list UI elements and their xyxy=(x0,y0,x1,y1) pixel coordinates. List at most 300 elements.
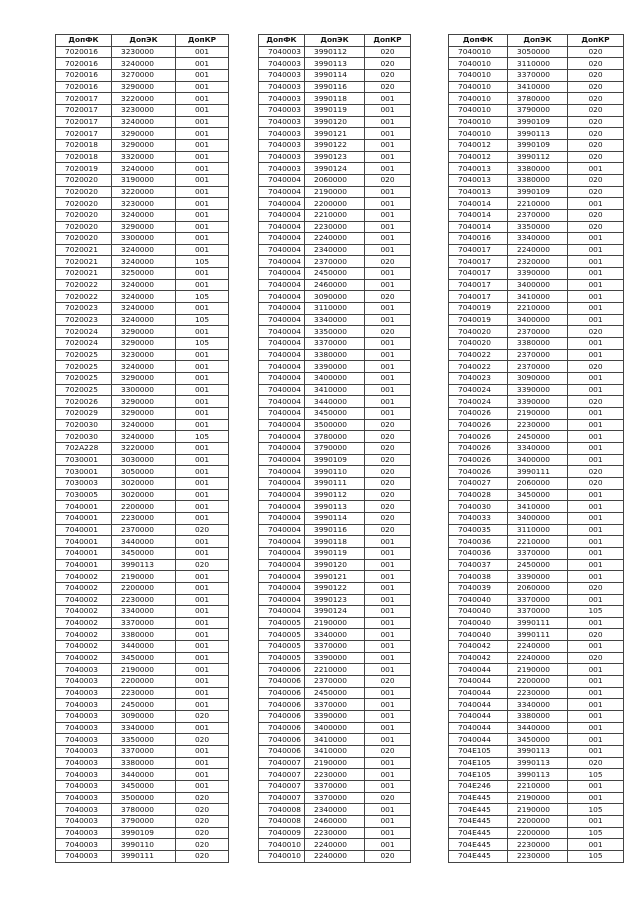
cell-dopfk: 7020020 xyxy=(56,198,112,210)
cell-dopek: 2450000 xyxy=(305,687,365,699)
cell-dopkr: 001 xyxy=(365,781,411,793)
data-table-left xyxy=(55,34,229,863)
cell-dopfk: 7040004 xyxy=(259,279,305,291)
cell-dopfk: 7040014 xyxy=(449,198,508,210)
table-row xyxy=(56,163,229,175)
cell-dopek: 2190000 xyxy=(112,571,176,583)
cell-dopfk: 7040004 xyxy=(259,559,305,571)
cell-dopkr: 001 xyxy=(365,827,411,839)
cell-dopkr: 001 xyxy=(568,664,624,676)
table-row xyxy=(259,815,411,827)
table-row xyxy=(259,629,411,641)
table-row xyxy=(56,58,229,70)
cell-dopkr: 020 xyxy=(568,361,624,373)
table-row xyxy=(56,477,229,489)
cell-dopfk: 7040003 xyxy=(56,746,112,758)
table-row xyxy=(56,850,229,862)
cell-dopfk: 7040004 xyxy=(259,582,305,594)
cell-dopkr: 001 xyxy=(568,163,624,175)
cell-dopek: 3110000 xyxy=(305,303,365,315)
cell-dopfk: 7040003 xyxy=(259,93,305,105)
table-row xyxy=(259,571,411,583)
table-row xyxy=(259,746,411,758)
cell-dopkr: 001 xyxy=(365,233,411,245)
cell-dopkr: 020 xyxy=(365,746,411,758)
cell-dopfk: 7040013 xyxy=(449,186,508,198)
cell-dopek: 3990116 xyxy=(305,524,365,536)
table-row xyxy=(259,676,411,688)
cell-dopkr: 001 xyxy=(176,268,229,280)
table-row xyxy=(259,128,411,140)
table-row xyxy=(449,151,624,163)
table-row xyxy=(56,221,229,233)
cell-dopfk: 7040002 xyxy=(56,641,112,653)
table-row xyxy=(259,373,411,385)
cell-dopek: 3400000 xyxy=(508,512,568,524)
table-row xyxy=(259,209,411,221)
table-row xyxy=(259,396,411,408)
cell-dopek: 3990111 xyxy=(508,629,568,641)
cell-dopkr: 001 xyxy=(365,116,411,128)
cell-dopek: 3400000 xyxy=(305,722,365,734)
cell-dopek: 3990124 xyxy=(305,163,365,175)
cell-dopfk: 7040037 xyxy=(449,559,508,571)
cell-dopkr: 001 xyxy=(365,303,411,315)
table-row xyxy=(449,46,624,58)
cell-dopek: 2210000 xyxy=(508,198,568,210)
cell-dopkr: 020 xyxy=(568,104,624,116)
table-row xyxy=(259,303,411,315)
cell-dopkr: 001 xyxy=(568,244,624,256)
cell-dopek: 2240000 xyxy=(508,244,568,256)
cell-dopfk: 7020023 xyxy=(56,314,112,326)
cell-dopkr: 020 xyxy=(365,326,411,338)
table-row xyxy=(259,652,411,664)
table-row xyxy=(259,617,411,629)
cell-dopek: 2370000 xyxy=(508,209,568,221)
cell-dopfk: 7040004 xyxy=(259,198,305,210)
cell-dopkr: 020 xyxy=(176,839,229,851)
cell-dopfk: 7040012 xyxy=(449,151,508,163)
table-row xyxy=(259,326,411,338)
table-row xyxy=(56,524,229,536)
cell-dopkr: 001 xyxy=(365,139,411,151)
cell-dopkr: 001 xyxy=(176,629,229,641)
cell-dopkr: 001 xyxy=(365,594,411,606)
table-row xyxy=(259,408,411,420)
table-row xyxy=(56,419,229,431)
cell-dopkr: 001 xyxy=(365,104,411,116)
table-row xyxy=(259,46,411,58)
cell-dopkr: 020 xyxy=(365,174,411,186)
cell-dopek: 3370000 xyxy=(305,641,365,653)
cell-dopek: 2340000 xyxy=(305,804,365,816)
cell-dopek: 3220000 xyxy=(112,442,176,454)
table-row xyxy=(259,233,411,245)
table-row xyxy=(449,244,624,256)
cell-dopek: 3240000 xyxy=(112,314,176,326)
cell-dopfk: 7040003 xyxy=(56,711,112,723)
table-row xyxy=(259,454,411,466)
cell-dopkr: 001 xyxy=(176,93,229,105)
cell-dopkr: 001 xyxy=(568,699,624,711)
cell-dopek: 2060000 xyxy=(305,174,365,186)
table-row xyxy=(56,489,229,501)
table-row xyxy=(56,139,229,151)
cell-dopkr: 001 xyxy=(568,419,624,431)
table-row xyxy=(259,256,411,268)
cell-dopkr: 001 xyxy=(568,512,624,524)
cell-dopek: 3240000 xyxy=(112,303,176,315)
cell-dopek: 3240000 xyxy=(112,244,176,256)
table-row xyxy=(259,244,411,256)
cell-dopek: 3990124 xyxy=(305,606,365,618)
cell-dopek: 3990120 xyxy=(305,559,365,571)
table-row xyxy=(259,804,411,816)
table-row xyxy=(259,699,411,711)
table-row xyxy=(56,349,229,361)
table-row xyxy=(56,676,229,688)
cell-dopfk: 7040035 xyxy=(449,524,508,536)
cell-dopkr: 020 xyxy=(568,466,624,478)
table-row xyxy=(449,408,624,420)
cell-dopkr: 020 xyxy=(568,93,624,105)
cell-dopkr: 001 xyxy=(568,734,624,746)
cell-dopkr: 001 xyxy=(176,454,229,466)
cell-dopek: 3400000 xyxy=(508,454,568,466)
cell-dopkr: 001 xyxy=(176,384,229,396)
cell-dopkr: 001 xyxy=(365,641,411,653)
table-row xyxy=(56,664,229,676)
header-dopfk: ДопФК xyxy=(449,35,508,47)
cell-dopek: 3990120 xyxy=(305,116,365,128)
cell-dopkr: 001 xyxy=(568,781,624,793)
table-row xyxy=(259,594,411,606)
cell-dopek: 3990113 xyxy=(508,757,568,769)
table-row xyxy=(56,547,229,559)
cell-dopek: 3390000 xyxy=(508,396,568,408)
table-row xyxy=(449,396,624,408)
cell-dopkr: 001 xyxy=(176,594,229,606)
cell-dopek: 3990112 xyxy=(508,151,568,163)
cell-dopek: 3990110 xyxy=(305,466,365,478)
cell-dopfk: 7040042 xyxy=(449,641,508,653)
cell-dopfk: 7040003 xyxy=(56,850,112,862)
cell-dopfk: 7040044 xyxy=(449,699,508,711)
table-row xyxy=(449,431,624,443)
cell-dopfk: 7040003 xyxy=(56,664,112,676)
cell-dopkr: 020 xyxy=(568,757,624,769)
cell-dopkr: 020 xyxy=(568,174,624,186)
table-row xyxy=(259,536,411,548)
cell-dopek: 3990121 xyxy=(305,571,365,583)
cell-dopek: 2190000 xyxy=(305,757,365,769)
cell-dopfk: 7040004 xyxy=(259,361,305,373)
cell-dopfk: 7040006 xyxy=(259,722,305,734)
cell-dopkr: 001 xyxy=(568,198,624,210)
cell-dopek: 3990121 xyxy=(305,128,365,140)
cell-dopkr: 001 xyxy=(365,186,411,198)
table-row xyxy=(259,198,411,210)
table-row xyxy=(56,69,229,81)
cell-dopek: 2210000 xyxy=(508,536,568,548)
cell-dopek: 3020000 xyxy=(112,477,176,489)
cell-dopfk: 7020020 xyxy=(56,186,112,198)
cell-dopfk: 704E246 xyxy=(449,781,508,793)
table-row xyxy=(259,279,411,291)
cell-dopkr: 001 xyxy=(176,722,229,734)
cell-dopfk: 7020030 xyxy=(56,419,112,431)
table-row xyxy=(449,256,624,268)
cell-dopek: 3090000 xyxy=(305,291,365,303)
cell-dopek: 2240000 xyxy=(508,652,568,664)
cell-dopfk: 7040001 xyxy=(56,547,112,559)
cell-dopfk: 7040004 xyxy=(259,594,305,606)
cell-dopek: 3350000 xyxy=(508,221,568,233)
cell-dopkr: 001 xyxy=(365,839,411,851)
cell-dopek: 3380000 xyxy=(112,757,176,769)
cell-dopkr: 001 xyxy=(568,454,624,466)
cell-dopek: 2240000 xyxy=(305,839,365,851)
cell-dopkr: 001 xyxy=(365,652,411,664)
table-row xyxy=(449,606,624,618)
cell-dopfk: 7040005 xyxy=(259,629,305,641)
table-row xyxy=(259,781,411,793)
table-row xyxy=(449,641,624,653)
cell-dopek: 3990113 xyxy=(508,746,568,758)
cell-dopfk: 7040010 xyxy=(449,58,508,70)
table-row xyxy=(56,699,229,711)
cell-dopfk: 7020023 xyxy=(56,303,112,315)
cell-dopkr: 001 xyxy=(176,186,229,198)
cell-dopek: 3990118 xyxy=(305,93,365,105)
data-table-middle xyxy=(258,34,411,863)
header-dopfk: ДопФК xyxy=(56,35,112,47)
table-row xyxy=(449,722,624,734)
table-row xyxy=(449,373,624,385)
cell-dopkr: 105 xyxy=(568,804,624,816)
cell-dopek: 2210000 xyxy=(305,664,365,676)
cell-dopfk: 7040004 xyxy=(259,512,305,524)
cell-dopek: 2240000 xyxy=(305,850,365,862)
cell-dopkr: 001 xyxy=(568,233,624,245)
cell-dopfk: 7040006 xyxy=(259,734,305,746)
table-row xyxy=(449,582,624,594)
cell-dopek: 3370000 xyxy=(508,69,568,81)
cell-dopek: 3370000 xyxy=(305,781,365,793)
cell-dopkr: 001 xyxy=(176,617,229,629)
cell-dopkr: 020 xyxy=(568,186,624,198)
cell-dopkr: 001 xyxy=(365,815,411,827)
cell-dopfk: 7040004 xyxy=(259,326,305,338)
cell-dopkr: 001 xyxy=(365,408,411,420)
cell-dopfk: 7040042 xyxy=(449,652,508,664)
cell-dopek: 3500000 xyxy=(305,419,365,431)
cell-dopfk: 7040036 xyxy=(449,536,508,548)
table-row xyxy=(449,815,624,827)
table-row xyxy=(259,268,411,280)
cell-dopfk: 7040003 xyxy=(259,69,305,81)
cell-dopek: 2230000 xyxy=(508,687,568,699)
table-row xyxy=(449,804,624,816)
table-row xyxy=(449,652,624,664)
cell-dopfk: 7040006 xyxy=(259,699,305,711)
table-row xyxy=(56,594,229,606)
cell-dopfk: 7040010 xyxy=(449,81,508,93)
cell-dopek: 3240000 xyxy=(112,116,176,128)
cell-dopkr: 001 xyxy=(176,198,229,210)
cell-dopek: 3390000 xyxy=(508,268,568,280)
cell-dopfk: 7020022 xyxy=(56,291,112,303)
table-row xyxy=(449,734,624,746)
cell-dopkr: 001 xyxy=(176,699,229,711)
cell-dopkr: 001 xyxy=(176,116,229,128)
cell-dopkr: 105 xyxy=(568,606,624,618)
cell-dopek: 3220000 xyxy=(112,186,176,198)
cell-dopek: 3050000 xyxy=(112,466,176,478)
cell-dopfk: 7020024 xyxy=(56,326,112,338)
cell-dopkr: 020 xyxy=(568,396,624,408)
cell-dopkr: 001 xyxy=(365,711,411,723)
cell-dopfk: 7040004 xyxy=(259,209,305,221)
cell-dopkr: 001 xyxy=(176,489,229,501)
cell-dopkr: 105 xyxy=(176,431,229,443)
cell-dopek: 3290000 xyxy=(112,139,176,151)
table-row xyxy=(56,571,229,583)
cell-dopek: 2190000 xyxy=(305,617,365,629)
table-row xyxy=(449,233,624,245)
cell-dopek: 3370000 xyxy=(508,547,568,559)
cell-dopkr: 001 xyxy=(176,676,229,688)
cell-dopek: 3240000 xyxy=(112,209,176,221)
cell-dopfk: 7040004 xyxy=(259,338,305,350)
table-row xyxy=(449,547,624,559)
cell-dopkr: 001 xyxy=(365,349,411,361)
cell-dopkr: 105 xyxy=(176,291,229,303)
cell-dopek: 3250000 xyxy=(112,268,176,280)
cell-dopkr: 020 xyxy=(365,58,411,70)
cell-dopkr: 020 xyxy=(568,221,624,233)
cell-dopfk: 7040022 xyxy=(449,349,508,361)
cell-dopkr: 001 xyxy=(568,268,624,280)
cell-dopfk: 7040028 xyxy=(449,489,508,501)
table-row xyxy=(449,489,624,501)
cell-dopfk: 7040022 xyxy=(449,361,508,373)
table-row xyxy=(259,606,411,618)
cell-dopkr: 020 xyxy=(176,815,229,827)
cell-dopfk: 7040001 xyxy=(56,559,112,571)
cell-dopkr: 105 xyxy=(568,850,624,862)
cell-dopfk: 7040004 xyxy=(259,174,305,186)
cell-dopkr: 001 xyxy=(176,652,229,664)
cell-dopek: 3990113 xyxy=(508,769,568,781)
cell-dopek: 3050000 xyxy=(508,46,568,58)
cell-dopek: 3190000 xyxy=(112,174,176,186)
cell-dopfk: 7040019 xyxy=(449,303,508,315)
cell-dopkr: 020 xyxy=(176,559,229,571)
cell-dopek: 3390000 xyxy=(305,652,365,664)
cell-dopkr: 020 xyxy=(365,256,411,268)
cell-dopkr: 020 xyxy=(176,711,229,723)
cell-dopfk: 7040007 xyxy=(259,792,305,804)
cell-dopfk: 7020017 xyxy=(56,116,112,128)
data-table-right xyxy=(448,34,624,863)
cell-dopfk: 704E445 xyxy=(449,839,508,851)
cell-dopfk: 7020021 xyxy=(56,268,112,280)
table-row xyxy=(449,781,624,793)
table-row xyxy=(259,512,411,524)
cell-dopek: 3990123 xyxy=(305,151,365,163)
cell-dopfk: 7020020 xyxy=(56,221,112,233)
cell-dopkr: 001 xyxy=(365,93,411,105)
cell-dopek: 3240000 xyxy=(112,361,176,373)
cell-dopfk: 704E445 xyxy=(449,815,508,827)
cell-dopek: 3380000 xyxy=(508,163,568,175)
cell-dopkr: 001 xyxy=(365,547,411,559)
cell-dopek: 3990109 xyxy=(112,827,176,839)
cell-dopek: 3290000 xyxy=(112,326,176,338)
cell-dopfk: 7040019 xyxy=(449,314,508,326)
cell-dopfk: 7040003 xyxy=(259,46,305,58)
cell-dopkr: 020 xyxy=(365,850,411,862)
cell-dopkr: 001 xyxy=(568,279,624,291)
cell-dopek: 3450000 xyxy=(508,734,568,746)
table-row xyxy=(449,139,624,151)
cell-dopfk: 7040006 xyxy=(259,687,305,699)
cell-dopkr: 020 xyxy=(365,454,411,466)
cell-dopkr: 020 xyxy=(568,151,624,163)
table-row xyxy=(449,442,624,454)
cell-dopfk: 7020025 xyxy=(56,373,112,385)
cell-dopfk: 7040020 xyxy=(449,326,508,338)
table-row xyxy=(56,198,229,210)
cell-dopfk: 7040006 xyxy=(259,676,305,688)
cell-dopek: 2370000 xyxy=(305,256,365,268)
cell-dopfk: 7040008 xyxy=(259,804,305,816)
table-row xyxy=(56,617,229,629)
cell-dopkr: 001 xyxy=(176,373,229,385)
table-row xyxy=(449,314,624,326)
cell-dopfk: 7020017 xyxy=(56,128,112,140)
cell-dopkr: 001 xyxy=(176,396,229,408)
cell-dopkr: 001 xyxy=(176,104,229,116)
cell-dopfk: 7040004 xyxy=(259,268,305,280)
table-row xyxy=(56,466,229,478)
cell-dopfk: 7040005 xyxy=(259,652,305,664)
table-row xyxy=(449,303,624,315)
header-row xyxy=(259,35,411,47)
cell-dopkr: 001 xyxy=(365,582,411,594)
table-row xyxy=(259,547,411,559)
table-row xyxy=(449,454,624,466)
cell-dopek: 3110000 xyxy=(508,524,568,536)
table-row xyxy=(56,373,229,385)
cell-dopek: 3300000 xyxy=(112,384,176,396)
table-row xyxy=(449,291,624,303)
table-row xyxy=(56,326,229,338)
table-row xyxy=(449,268,624,280)
header-dopek: ДопЭК xyxy=(508,35,568,47)
cell-dopfk: 7040033 xyxy=(449,512,508,524)
cell-dopkr: 020 xyxy=(365,466,411,478)
cell-dopkr: 001 xyxy=(568,501,624,513)
cell-dopkr: 001 xyxy=(568,489,624,501)
cell-dopfk: 7040002 xyxy=(56,652,112,664)
cell-dopfk: 7020019 xyxy=(56,163,112,175)
cell-dopek: 3350000 xyxy=(112,734,176,746)
cell-dopek: 2370000 xyxy=(112,524,176,536)
cell-dopfk: 7040003 xyxy=(259,151,305,163)
